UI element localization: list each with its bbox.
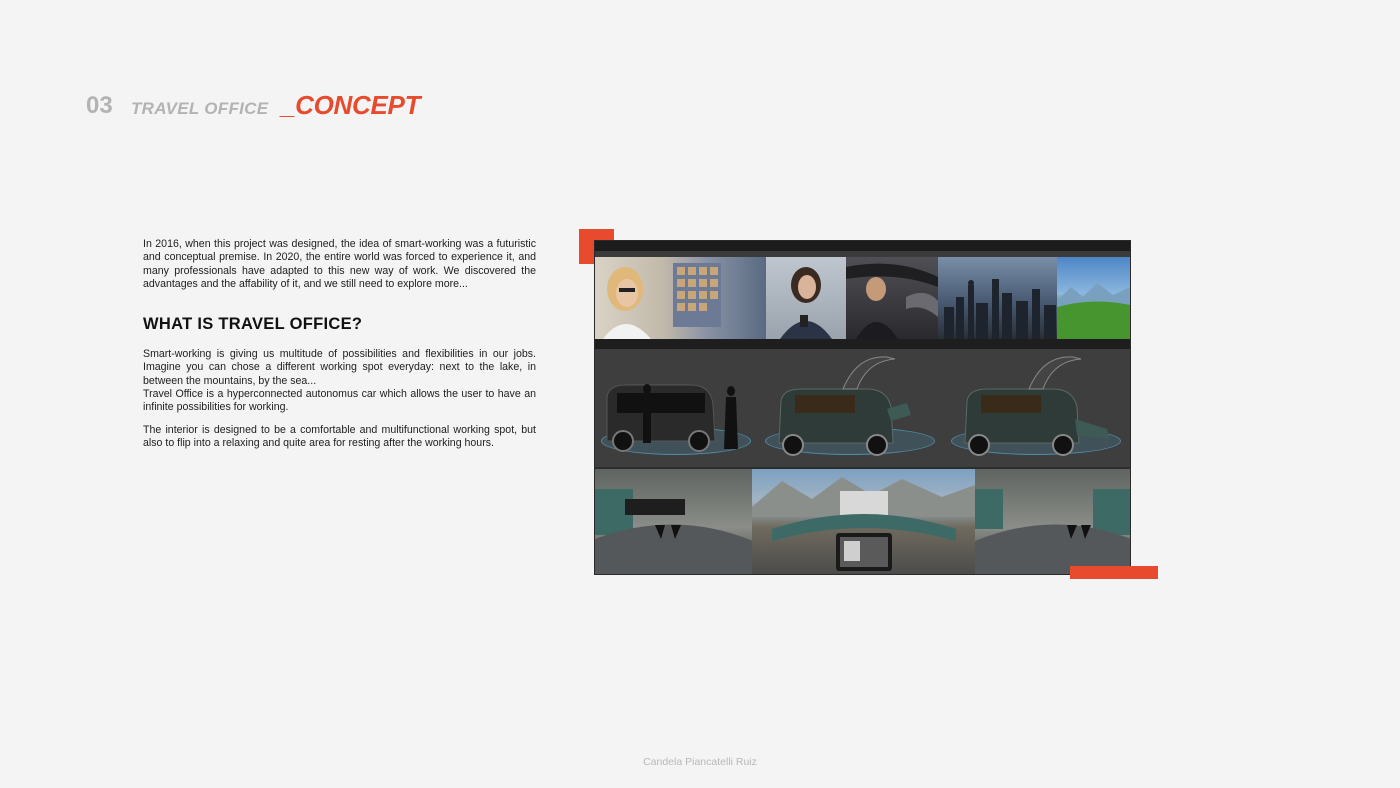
what-is-paragraph-1b: Travel Office is a hyperconnected autonomus car which allows the user to have an infinite possibilities for working. bbox=[143, 388, 536, 414]
strip-divider bbox=[595, 339, 1130, 349]
photo-woman-touchscreen bbox=[595, 257, 766, 339]
car-render-3 bbox=[965, 357, 1109, 455]
what-is-paragraph-1a: Smart-working is giving us multitude of possibilities and flexibilities in our jobs. Imagine you can chose a different working spot everyday: next to the lake, in between the mountains, by the sea... bbox=[143, 348, 536, 387]
section-name: TRAVEL OFFICE bbox=[131, 99, 269, 118]
interior-renders-strip bbox=[595, 467, 1130, 575]
accent-bar bbox=[1070, 566, 1158, 579]
section-title: _CONCEPT bbox=[281, 90, 421, 120]
board-top-bar bbox=[595, 241, 1130, 251]
what-is-paragraph-2: The interior is designed to be a comfortable and multifunctional working spot, but also to flip into a relaxing and quite area for resting after the working hours. bbox=[143, 423, 536, 449]
intro-paragraph: In 2016, when this project was designed, the idea of smart-working was a futuristic and conceptual premise. In 2020, the entire world was forced to experience it, and many professionals have adapted to this new way of work. We discovered the advantages and the affability of it, and we still need to explore more... bbox=[143, 238, 536, 290]
photo-green-landscape bbox=[1057, 257, 1130, 339]
interior-render-left bbox=[595, 469, 752, 575]
footer-author: Candela Piancatelli Ruiz bbox=[643, 756, 757, 768]
interior-render-center-tablet bbox=[752, 469, 974, 575]
car-renders-strip bbox=[595, 349, 1130, 467]
interior-render-right bbox=[975, 469, 1130, 575]
what-is-heading: WHAT IS TRAVEL OFFICE? bbox=[143, 315, 363, 334]
photo-man-car bbox=[846, 257, 938, 339]
concept-moodboard-image bbox=[594, 240, 1131, 575]
car-render-1 bbox=[607, 384, 738, 451]
section-number: 03 bbox=[86, 92, 113, 119]
text-column bbox=[143, 238, 536, 450]
what-is-paragraph-1 bbox=[143, 348, 536, 414]
photo-woman-phone bbox=[766, 257, 846, 339]
car-render-2 bbox=[779, 357, 911, 455]
photo-strip bbox=[595, 257, 1130, 339]
photo-city-skyline bbox=[938, 257, 1058, 339]
